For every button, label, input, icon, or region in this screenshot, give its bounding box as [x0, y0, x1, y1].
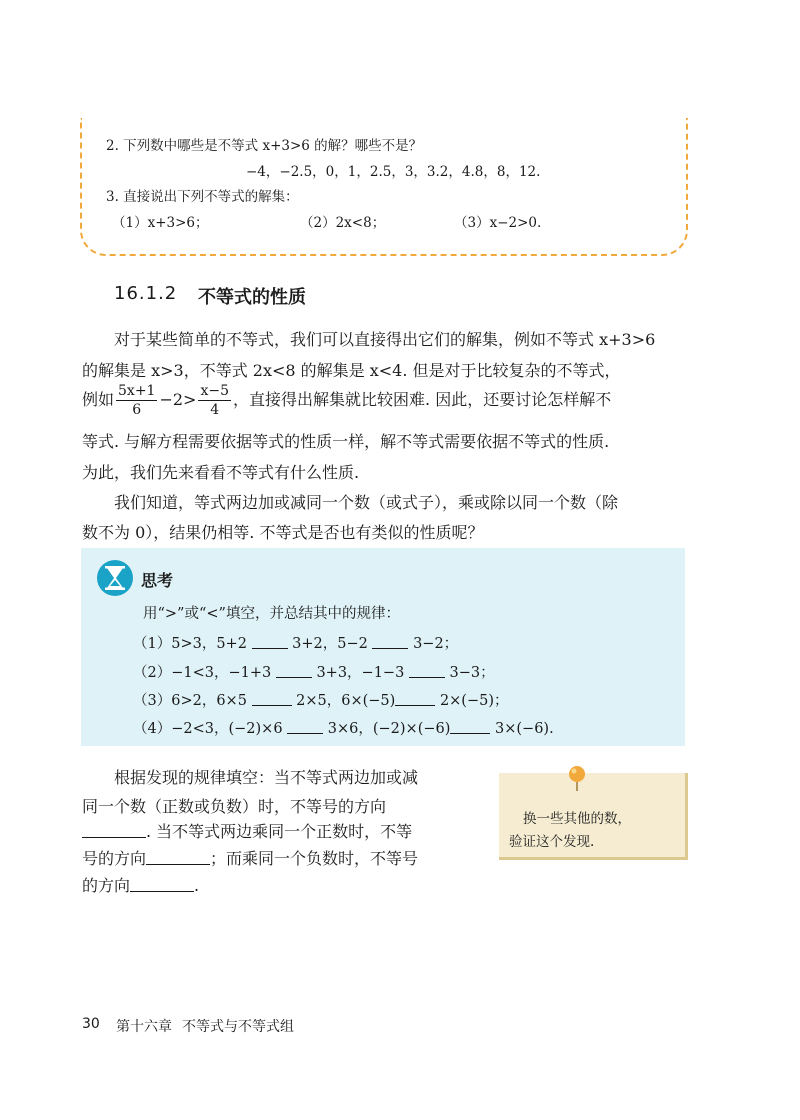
think-title: 思考: [141, 571, 174, 590]
think-row-2-part-a: （2）−1<3，−1+3: [133, 665, 272, 681]
answer-blank[interactable]: [82, 823, 146, 838]
think-row-3-part-b: 2×5，6×(−5): [296, 693, 396, 709]
answer-blank[interactable]: [146, 850, 210, 865]
fraction-5x-plus-1-over-6: [116, 382, 157, 419]
body-p1-line3: [82, 382, 702, 419]
body-p1-line3-mid: −2>: [159, 390, 197, 409]
chapter-title: 不等式与不等式组: [182, 1019, 294, 1035]
fill-line-1: 根据发现的规律填空：当不等式两边加或减: [114, 768, 419, 787]
answer-blank[interactable]: [395, 691, 435, 706]
fraction-denominator: 6: [132, 402, 142, 418]
answer-blank[interactable]: [287, 719, 323, 734]
note-line-1: 换一些其他的数，: [523, 811, 631, 827]
think-intro: 用“>”或“<”填空，并总结其中的规律：: [143, 606, 400, 622]
answer-blank[interactable]: [372, 634, 408, 649]
fill-line-4-end: ；而乘同一个负数时，不等号: [210, 849, 419, 868]
think-row-4-part-a: （4）−2<3，(−2)×6: [133, 721, 283, 737]
fill-line-5-start: 的方向: [82, 876, 131, 895]
think-row-1: [133, 632, 458, 653]
body-p2-line2: 数不为 0），结果仍相等. 不等式是否也有类似的性质呢？: [82, 523, 484, 542]
fill-line-4: [82, 846, 418, 869]
note-card: [499, 773, 688, 860]
answer-blank[interactable]: [252, 691, 292, 706]
think-row-1-part-a: （1）5>3，5+2: [133, 636, 247, 652]
think-row-2-part-b: 3+3，−1−3: [316, 665, 405, 681]
think-row-3-part-a: （3）6>2，6×5: [133, 693, 247, 709]
exercise-q2: 2. 下列数中哪些是不等式 x+3>6 的解？哪些不是？: [106, 138, 423, 154]
body-p1-line4: 等式. 与解方程需要依据等式的性质一样，解不等式需要依据不等式的性质.: [82, 432, 610, 451]
answer-blank[interactable]: [276, 663, 312, 678]
chapter-label: 第十六章: [116, 1019, 172, 1035]
fill-line-5-end: .: [194, 876, 200, 895]
think-row-3-part-c: 2×(−5)；: [439, 693, 509, 709]
pushpin-icon: [565, 764, 589, 792]
fill-line-5: [82, 873, 199, 896]
body-p1-line1: 对于某些简单的不等式，我们可以直接得出它们的解集，例如不等式 x+3>6: [114, 330, 656, 349]
fraction-numerator: x−5: [200, 383, 230, 399]
fraction-numerator: 5x+1: [118, 383, 156, 399]
hourglass-icon: [96, 559, 134, 597]
exercise-q2-values: −4，−2.5，0，1，2.5，3，3.2，4.8，8，12.: [246, 164, 541, 180]
think-panel: [81, 548, 685, 746]
exercise-q3-c: （3）x−2>0.: [454, 215, 542, 231]
exercise-q3-b: （2）2x<8；: [300, 215, 386, 231]
answer-blank[interactable]: [450, 719, 490, 734]
think-row-2-part-c: 3−3；: [449, 665, 495, 681]
body-p2-line1: 我们知道，等式两边加或减同一个数（或式子），乘或除以同一个数（除: [114, 493, 619, 512]
body-p1-line3-end: ，直接得出解集就比较困难. 因此，还要讨论怎样解不: [233, 390, 612, 409]
fill-line-2: 同一个数（正数或负数）时，不等号的方向: [82, 797, 387, 816]
exercise-q3-a: （1）x+3>6；: [112, 215, 209, 231]
exercise-box: [80, 118, 688, 256]
section-title: 不等式的性质: [198, 287, 306, 308]
fill-line-4-start: 号的方向: [82, 849, 147, 868]
answer-blank[interactable]: [252, 634, 288, 649]
body-p1-line5: 为此，我们先来看看不等式有什么性质.: [82, 463, 360, 482]
think-row-1-part-b: 3+2，5−2: [292, 636, 368, 652]
think-row-4-part-b: 3×6，(−2)×(−6): [327, 721, 451, 737]
note-line-2: 验证这个发现.: [509, 834, 595, 850]
page-number: 30: [82, 1016, 100, 1032]
think-row-1-part-c: 3−2；: [413, 636, 459, 652]
fill-line-3: [82, 819, 412, 842]
think-row-3: [133, 689, 509, 710]
answer-blank[interactable]: [409, 663, 445, 678]
think-row-4: [133, 717, 554, 738]
section-number: 16.1.2: [114, 283, 178, 304]
think-row-4-part-c: 3×(−6).: [495, 721, 554, 737]
answer-blank[interactable]: [130, 877, 194, 892]
think-row-2: [133, 661, 495, 682]
body-p1-line2: 的解集是 x>3，不等式 2x<8 的解集是 x<4. 但是对于比较复杂的不等式，: [82, 361, 621, 380]
fill-line-3-text: . 当不等式两边乘同一个正数时，不等: [146, 822, 413, 841]
body-p1-line3-start: 例如: [82, 390, 115, 409]
exercise-q3: 3. 直接说出下列不等式的解集：: [106, 189, 299, 205]
fraction-x-minus-5-over-4: [198, 382, 231, 419]
fraction-denominator: 4: [210, 402, 220, 418]
